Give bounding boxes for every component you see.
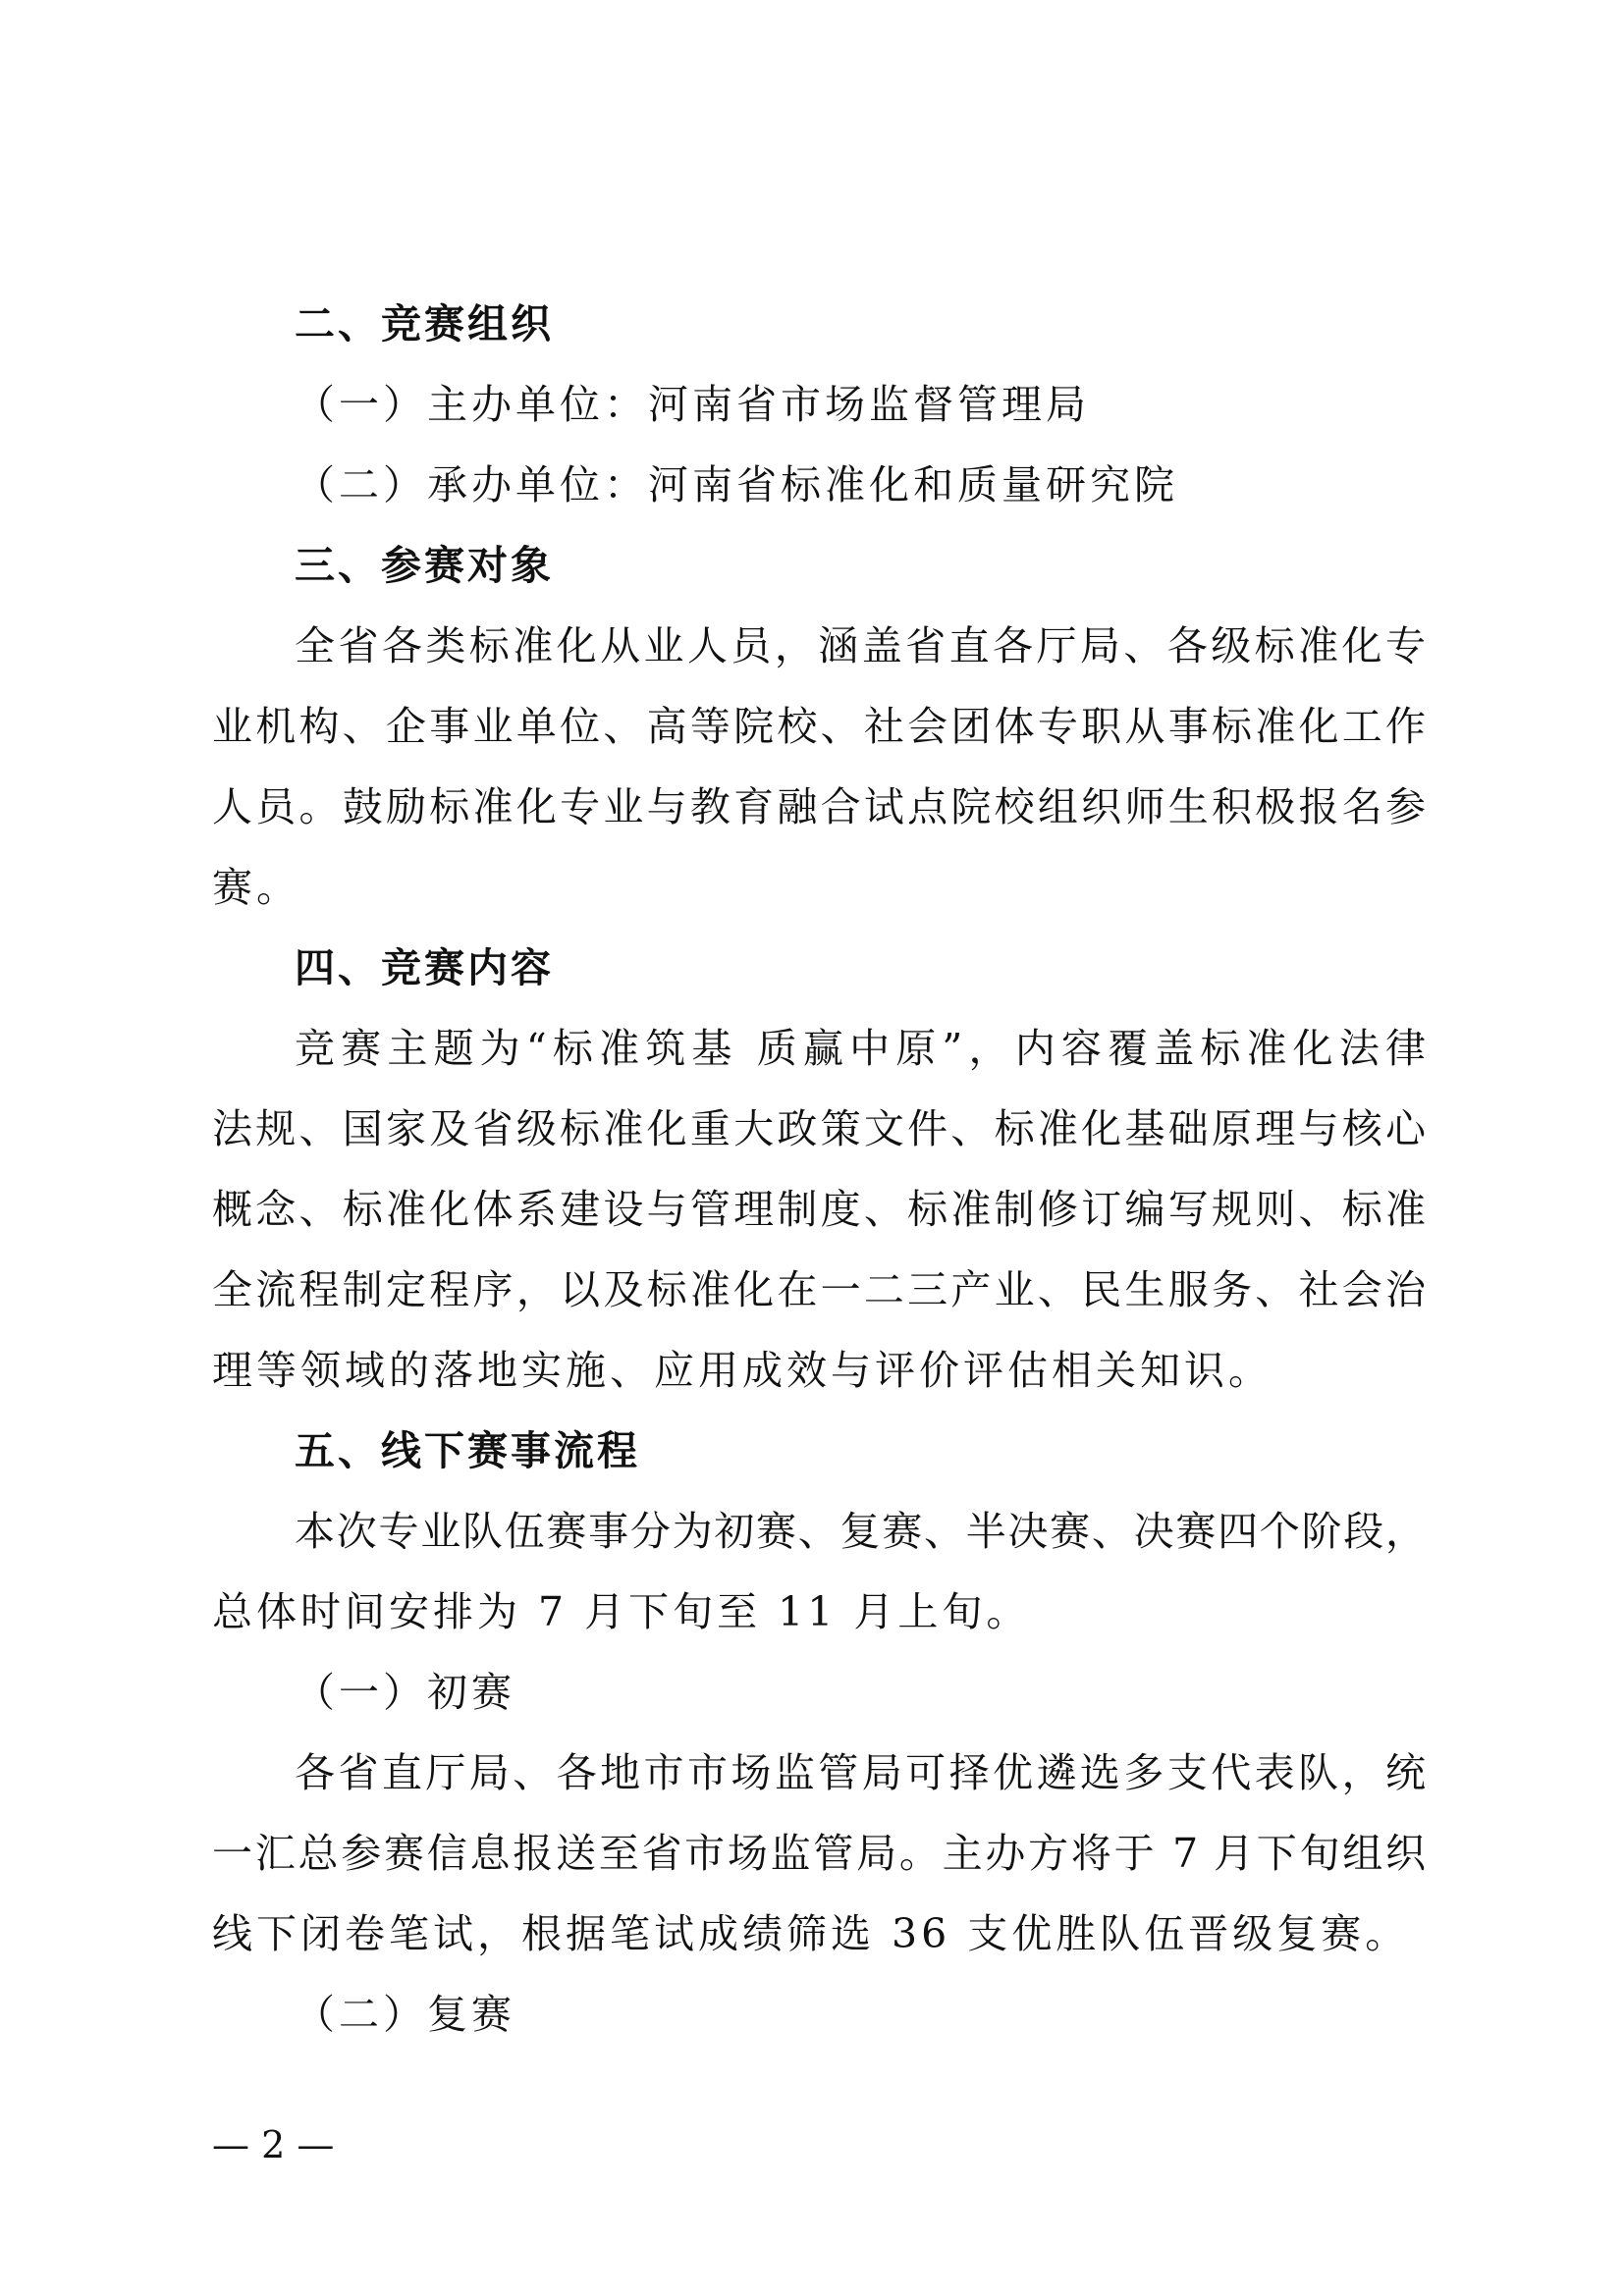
paragraph-line: 理等领域的落地实施、应用成效与评价评估相关知识。 — [212, 1347, 1272, 1394]
paragraph-line: 业机构、企事业单位、高等院校、社会团体专职从事标准化工作 — [212, 703, 1426, 750]
paragraph-line: 一汇总参赛信息报送至省市场监管局。主办方将于 7 月下旬组织 — [212, 1830, 1426, 1877]
page-number: — 2 — — [212, 2123, 335, 2166]
section-heading-process: 五、线下赛事流程 — [295, 1427, 640, 1474]
paragraph-line: 竞赛主题为“标准筑基 质赢中原”，内容覆盖标准化法律 — [295, 1025, 1426, 1072]
paragraph-line: 赛。 — [212, 864, 300, 911]
section-heading-organization: 二、竞赛组织 — [295, 300, 554, 347]
paragraph-line: 人员。鼓励标准化专业与教育融合试点院校组织师生积极报名参 — [212, 783, 1426, 830]
section-heading-participants: 三、参赛对象 — [295, 542, 554, 589]
host-unit-line: （一）主办单位：河南省市场监督管理局 — [295, 381, 1090, 428]
paragraph-line: 法规、国家及省级标准化重大政策文件、标准化基础原理与核心 — [212, 1105, 1426, 1152]
paragraph-line: 概念、标准化体系建设与管理制度、标准制修订编写规则、标准 — [212, 1186, 1426, 1233]
subsection-heading-prelim: （一）初赛 — [295, 1669, 515, 1716]
paragraph-line: 总体时间安排为 7 月下旬至 11 月上旬。 — [212, 1588, 1031, 1635]
paragraph-line: 线下闭卷笔试，根据笔试成绩筛选 36 支优胜队伍晋级复赛。 — [212, 1910, 1410, 1957]
paragraph-line: 全省各类标准化从业人员，涵盖省直各厅局、各级标准化专 — [295, 622, 1426, 669]
subsection-heading-semi: （二）复赛 — [295, 1991, 515, 2038]
section-heading-content: 四、竞赛内容 — [295, 944, 554, 991]
paragraph-line: 各省直厅局、各地市市场监管局可择优遴选多支代表队，统 — [295, 1749, 1426, 1796]
paragraph-line: 本次专业队伍赛事分为初赛、复赛、半决赛、决赛四个阶段， — [295, 1508, 1426, 1555]
paragraph-line: 全流程制定程序，以及标准化在一二三产业、民生服务、社会治 — [212, 1266, 1426, 1313]
organizer-unit-line: （二）承办单位：河南省标准化和质量研究院 — [295, 461, 1178, 508]
